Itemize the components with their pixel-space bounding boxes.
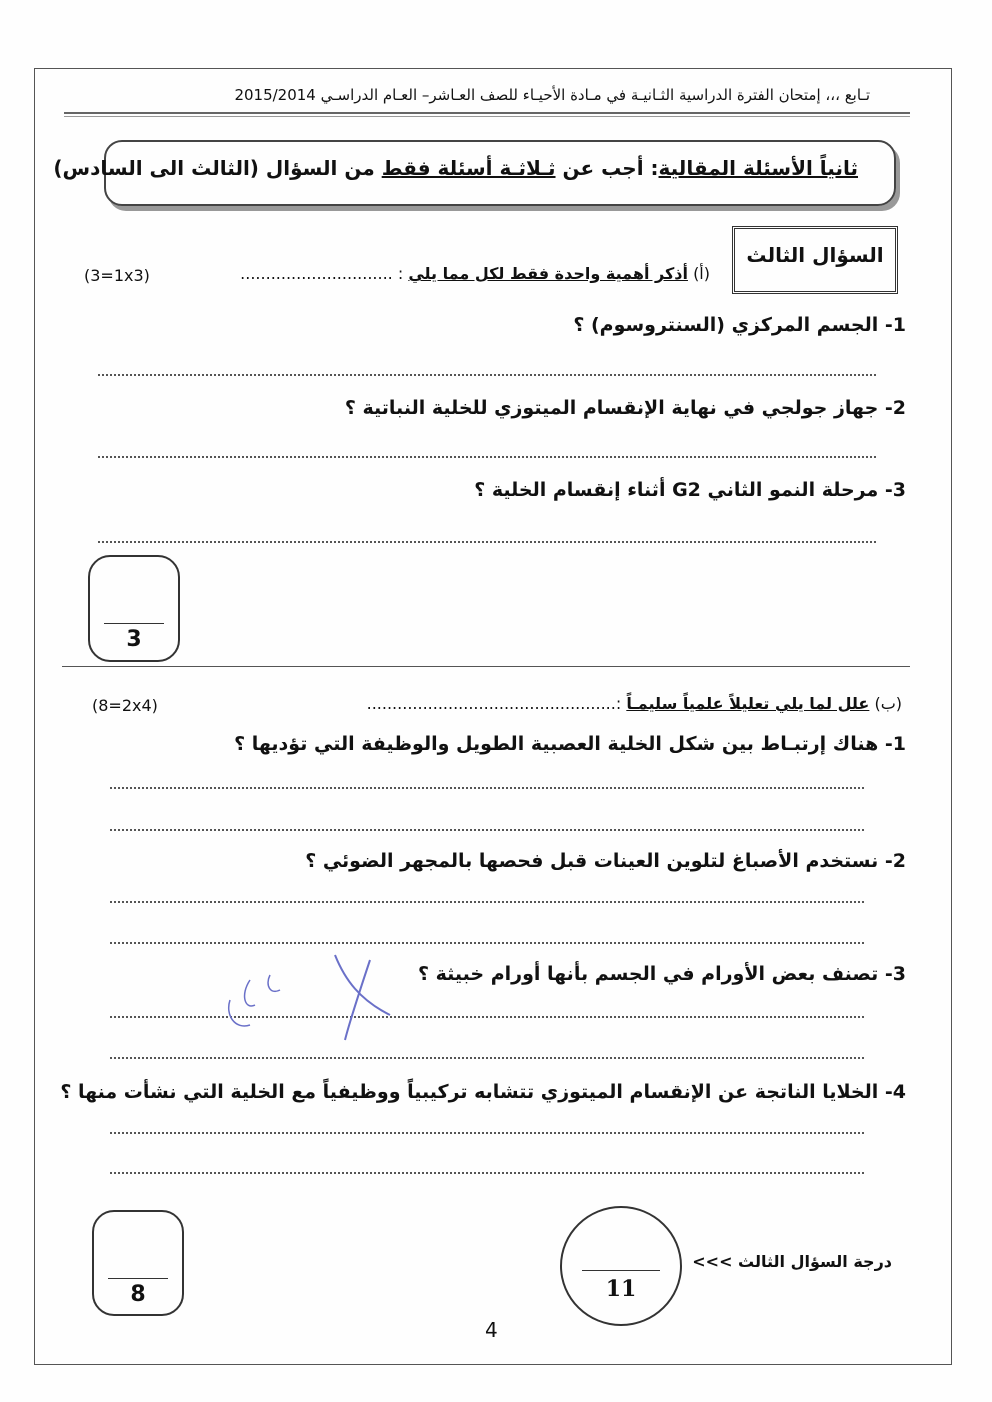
score-value: 3 [126, 627, 142, 652]
banner-text-emphasis: ثـلاثـة أسئلة فقط [381, 156, 556, 180]
score-box-b [92, 1210, 184, 1316]
question-item: 2- نستخدم الأصباغ لتلوين العينات قبل فحصها بالمجهر الضوئي ؟ [305, 850, 906, 872]
section-prefix: (أ) [693, 264, 710, 283]
question-item: 1- الجسم المركزي (السنتروسوم) ؟ [573, 314, 906, 336]
answer-line[interactable] [110, 829, 864, 831]
answer-line[interactable] [110, 1132, 864, 1134]
total-score-label: درجة السؤال الثالث >>> [692, 1252, 892, 1271]
score-divider [108, 1278, 168, 1279]
handwritten-mark [210, 940, 410, 1050]
page-header: تـابع ،،، إمتحان الفترة الدراسية الثـانيـة في مـادة الأحيـاء للصف العـاشر– العـام الدراسـي 2015/2014 [234, 86, 870, 104]
section-prefix: (ب) [874, 694, 902, 713]
section-a-instruction [240, 264, 710, 283]
question-item: 4- الخلايا الناتجة عن الإنقسام الميتوزي تتشابه تركيبياً ووظيفياً مع الخلية التي نشأت منها ؟ [60, 1081, 906, 1103]
banner-text-part: : أجب عن [555, 156, 659, 180]
answer-line[interactable] [110, 901, 864, 903]
header-divider [64, 116, 910, 117]
question-title: السؤال الثالث [746, 243, 884, 267]
header-divider [64, 112, 910, 114]
answer-line[interactable] [98, 456, 876, 458]
question-item: 2- جهاز جولجي في نهاية الإنقسام الميتوزي للخلية النباتية ؟ [344, 397, 906, 419]
total-score-value: 11 [605, 1276, 637, 1302]
page-number: 4 [485, 1318, 498, 1342]
answer-line[interactable] [110, 787, 864, 789]
answer-line[interactable] [98, 541, 876, 543]
section-banner [53, 140, 896, 206]
instruction-text: أذكر أهمية واحدة فقط لكل مما يلي [408, 264, 688, 283]
section-divider [62, 666, 910, 667]
score-value: 8 [130, 1282, 146, 1307]
score-box-a [88, 555, 180, 662]
banner-text [53, 156, 858, 180]
total-score-circle [560, 1206, 682, 1326]
banner-heading: ثانياً الأسئلة المقالية [658, 156, 858, 180]
question-item: 3- تصنف بعض الأورام في الجسم بأنها أورام خبيثة ؟ [417, 963, 906, 985]
instruction-dots: : .............................. [240, 264, 409, 283]
question-title-box [732, 226, 898, 294]
answer-line[interactable] [98, 374, 876, 376]
section-a-marks: (3=1x3) [84, 266, 150, 285]
answer-line[interactable] [110, 1172, 864, 1174]
section-b-instruction [367, 694, 902, 713]
section-b-marks: (8=2x4) [92, 696, 158, 715]
score-divider [582, 1270, 660, 1271]
instruction-dots: :................................................. [366, 694, 627, 713]
score-divider [104, 623, 164, 624]
question-item: 1- هناك إرتبـاط بين شكل الخلية العصبية الطويل والوظيفة التي تؤديها ؟ [234, 733, 906, 755]
banner-text-part: من السؤال (الثالث الى السادس) [53, 156, 382, 180]
answer-line[interactable] [110, 1057, 864, 1059]
instruction-text: علل لما يلي تعليلاً علمياً سليمـاً [626, 694, 870, 713]
question-item: 3- مرحلة النمو الثاني G2 أثناء إنقسام الخلية ؟ [474, 479, 906, 501]
